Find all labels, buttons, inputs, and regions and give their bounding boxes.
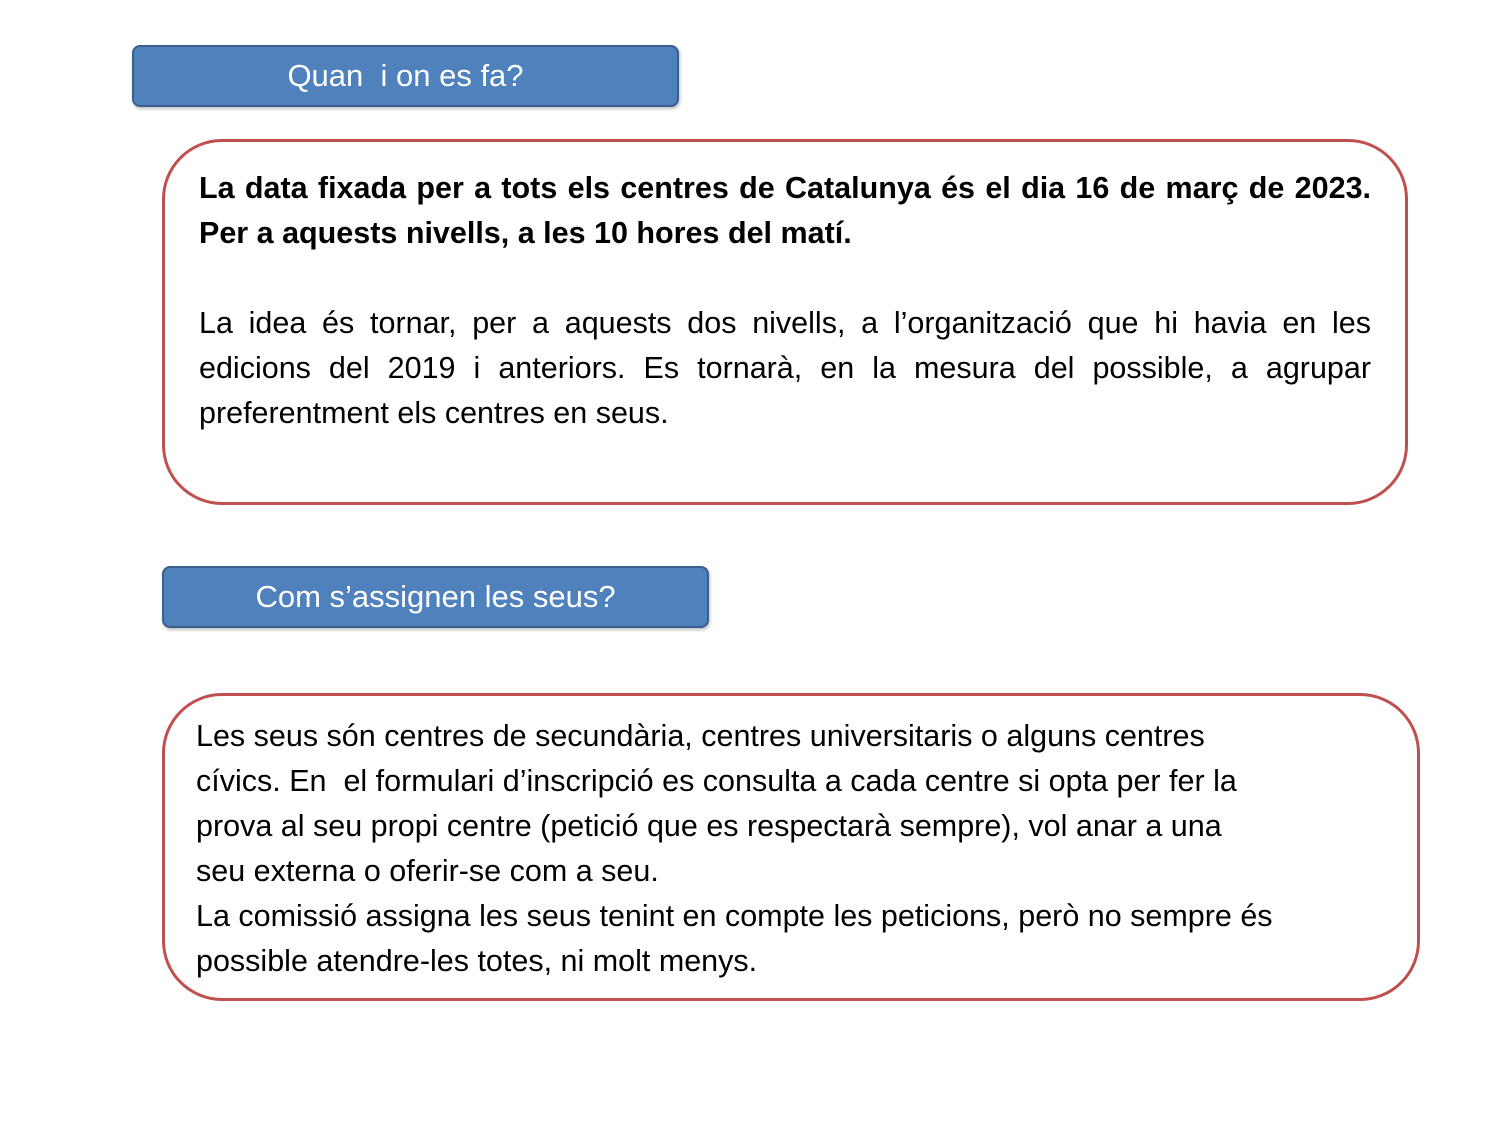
section-header-venue-assignment (162, 566, 709, 628)
section-header-venue-assignment-label: Com s’assignen les seus? (255, 579, 616, 614)
info-box-date (162, 139, 1408, 505)
date-statement: La data fixada per a tots els centres de Catalunya és el dia 16 de març de 2023. Per a aquests nivells, a les 10 hores del matí. (199, 171, 1371, 250)
section-header-when-where (132, 45, 679, 107)
venues-text-line: possible atendre-les totes, ni molt menys. (196, 944, 758, 978)
section-header-when-where-label: Quan i on es fa? (287, 58, 524, 93)
venues-text-line: La comissió assigna les seus tenint en compte les peticions, però no sempre és (196, 899, 1273, 933)
organization-paragraph: La idea és tornar, per a aquests dos nivells, a l’organització que hi havia en les edicions del 2019 i anteriors. Es tornarà, en la mesura del possible, a agrupar preferentment els centres en seus. (199, 306, 1371, 430)
venues-text-line: Les seus són centres de secundària, centres universitaris o alguns centres (196, 719, 1205, 753)
venues-text-line: prova al seu propi centre (petició que es respectarà sempre), vol anar a una (196, 809, 1222, 843)
info-box-venues (162, 693, 1420, 1001)
venues-text-line: cívics. En el formulari d’inscripció es consulta a cada centre si opta per fer la (196, 764, 1237, 798)
venues-text-line: seu externa o oferir-se com a seu. (196, 854, 659, 888)
